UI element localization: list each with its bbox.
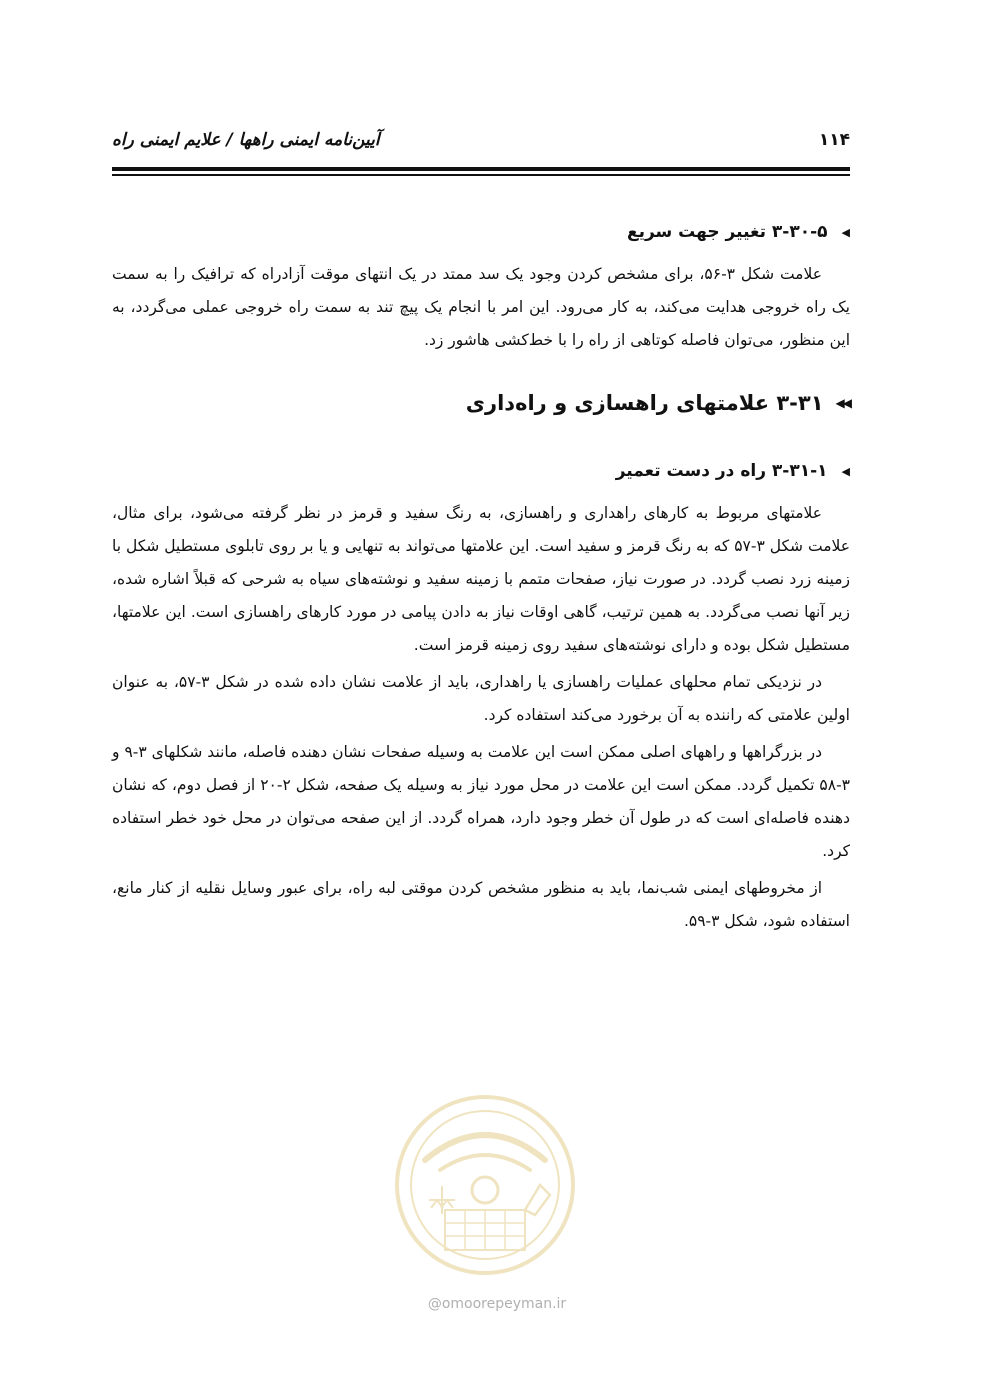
page-number: ۱۱۴ bbox=[818, 130, 850, 150]
paragraph: علامت شکل ۳-۵۶، برای مشخص کردن وجود یک سد ممتد در یک انتهای موقت آزادراه که ترافیک را به سمت یک راه خروجی هدایت می‌کند، به کار می‌رود. این امر با انجام یک پیچ تند به سمت راه خروجی عملی می‌گردد، به این منظور، می‌توان فاصله کوتاهی از راه را با خط‌کشی هاشور زد. bbox=[112, 265, 850, 349]
paragraph: علامتهای مربوط به کارهای راهداری و راهسازی، به رنگ سفید و قرمز در نظر گرفته می‌شود، برای مثال، علامت شکل ۳-۵۷ که به رنگ قرمز و سفید است. این علامتها می‌تواند به تنهایی و یا بر روی تابلوی مستطیل شکل با زمینه زرد نصب گردد. در صورت نیاز، صفحات متمم با زمینه سفید و نوشته‌های سیاه به شرحی که قبلاً اشاره شده، زیر آنها نصب می‌گردد. به همین ترتیب، گاهی اوقات نیاز به دادن پیامی در مورد کارهای راهسازی است. این علامتها، مستطیل شکل بوده و دارای نوشته‌های سفید روی زمینه قرمز است. bbox=[112, 504, 850, 654]
running-header bbox=[112, 128, 850, 160]
section-heading-text: ۳-۳۰-۵ تغییر جهت سریع bbox=[626, 222, 828, 242]
paragraph: در بزرگراهها و راههای اصلی ممکن است این علامت به وسیله صفحات نشان دهنده فاصله، مانند شکلهای ۳-۹ و ۳-۵۸ تکمیل گردد. ممکن است این علامت در محل مورد نیاز به وسیله یک صفحه، شکل ۲-۲۰ از فصل دوم، که نشان دهنده فاصله‌ای است که در طول آن خطر وجود دارد، همراه گردد. از این صفحه می‌توان در محل خود خطر استفاده کرد. bbox=[112, 743, 850, 860]
section-heading-3-30-5 bbox=[112, 214, 850, 250]
paragraph: از مخروطهای ایمنی شب‌نما، باید به منظور مشخص کردن موقتی لبه راه، برای عبور وسایل نقلیه از کنار مانع، استفاده شود، شکل ۳-۵۹. bbox=[112, 879, 850, 930]
section-heading-text: ۳-۳۱ علامتهای راهسازی و راه‌داری bbox=[465, 391, 824, 415]
header-title: آیین‌نامه ایمنی راهها / علایم ایمنی راه bbox=[112, 130, 380, 150]
double-triangle-bullet-icon: ◀◀ bbox=[835, 396, 850, 410]
page-body bbox=[112, 214, 850, 938]
section-heading-3-31-1 bbox=[112, 453, 850, 489]
header-rule-thick bbox=[112, 167, 850, 171]
triangle-bullet-icon: ◀ bbox=[841, 464, 850, 478]
section-heading-text: ۳-۳۱-۱ راه در دست تعمیر bbox=[615, 461, 828, 481]
section-heading-3-31 bbox=[112, 383, 850, 423]
header-rule-thin bbox=[112, 174, 850, 176]
paragraph: در نزدیکی تمام محلهای عملیات راهسازی یا راهداری، باید از علامت نشان داده شده در شکل ۳-۵۷، به عنوان اولین علامتی که راننده به آن برخورد می‌کند استفاده کرد. bbox=[112, 673, 850, 724]
watermark-caption: @omoorepeyman.ir bbox=[427, 1296, 567, 1312]
triangle-bullet-icon: ◀ bbox=[841, 225, 850, 239]
watermark-seal-icon bbox=[385, 1090, 585, 1280]
